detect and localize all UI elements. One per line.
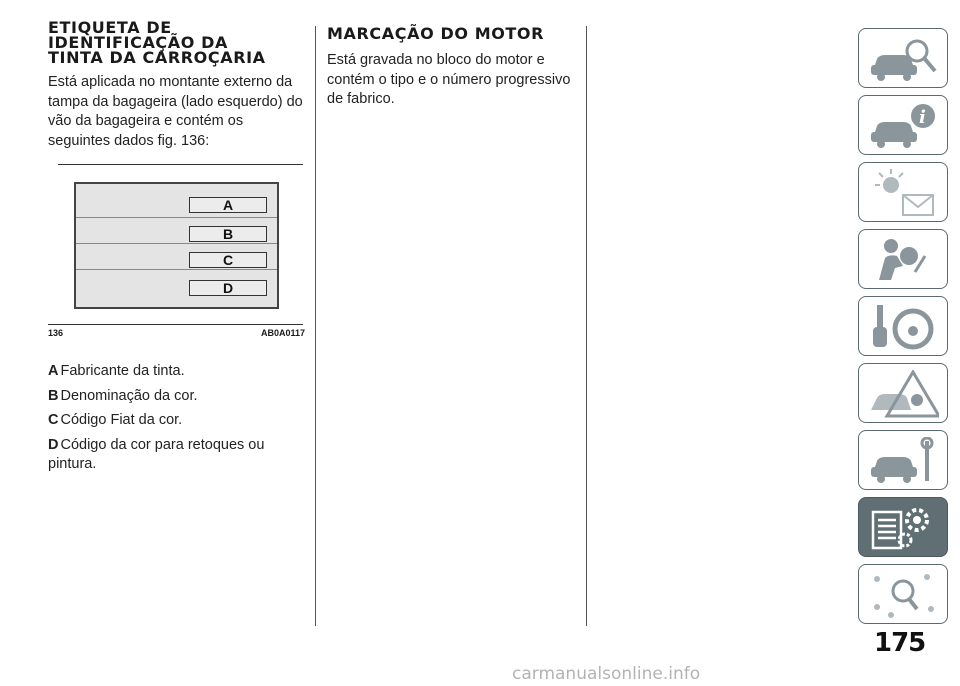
legend-text: Código da cor para retoques ou pintura.: [48, 436, 265, 472]
warning-light-message-icon: [869, 169, 939, 217]
key-steering-wheel-icon: [869, 303, 939, 351]
tab-technical-data[interactable]: [858, 497, 948, 557]
figure-label-b: B: [189, 226, 267, 242]
figure-bottom-rule: [48, 324, 303, 325]
technical-data-icon: [869, 504, 939, 552]
figure-top-rule: [58, 164, 303, 165]
legend-text: Código Fiat da cor.: [60, 412, 183, 428]
section-body-engine-marking: Está gravada no bloco do motor e contém o tipo e o número progressivo de fabrico.: [327, 52, 571, 107]
left-column: [48, 18, 306, 472]
legend-key: B: [48, 387, 59, 404]
section-body-paint-label: Está aplicada no montante externo da tampa da bagageira (lado esquerdo) do vão da bagageira e contém os seguintes dados fig. 136:: [48, 74, 303, 149]
column-divider: [586, 26, 587, 626]
tab-emergency[interactable]: [858, 363, 948, 423]
legend-item: [48, 436, 298, 475]
legend-key: C: [48, 412, 59, 428]
tab-warning-lights[interactable]: [858, 162, 948, 222]
right-column: [327, 26, 585, 110]
legend-text: Fabricante da tinta.: [60, 363, 185, 379]
column-divider: [315, 26, 316, 626]
figure-number: 136: [48, 328, 64, 338]
tab-car-search[interactable]: [858, 28, 948, 88]
legend-key: D: [48, 436, 59, 453]
index-search-icon: [869, 571, 939, 619]
road-emergency-icon: [869, 370, 939, 418]
watermark: carmanualsonline.info: [512, 664, 701, 684]
page-number: 175: [874, 628, 926, 658]
svg-text:i: i: [919, 107, 926, 128]
figure-legend: [48, 362, 298, 480]
section-heading-paint-label: ETIQUETA DE IDENTIFICAÇÃO DA TINTA DA CARROÇARIA: [48, 18, 266, 67]
tab-starting-driving[interactable]: [858, 296, 948, 356]
legend-item: [48, 411, 298, 431]
legend-item: [48, 362, 298, 382]
car-maintenance-icon: [869, 437, 939, 485]
figure-label-d: D: [189, 280, 267, 296]
figure-label-a: A: [189, 197, 267, 213]
car-info-icon: [869, 102, 939, 150]
figure-label-c: C: [189, 252, 267, 268]
legend-item: [48, 387, 298, 407]
legend-key: A: [48, 363, 59, 379]
paint-label-figure: [74, 182, 279, 309]
section-heading-engine-marking: MARCAÇÃO DO MOTOR: [327, 24, 545, 43]
tab-safety[interactable]: [858, 229, 948, 289]
car-search-icon: [869, 35, 939, 83]
tab-car-info[interactable]: [858, 95, 948, 155]
tab-index[interactable]: [858, 564, 948, 624]
airbag-safety-icon: [869, 236, 939, 284]
legend-text: Denominação da cor.: [60, 387, 198, 404]
figure-code: AB0A0117: [261, 328, 306, 338]
tab-maintenance[interactable]: [858, 430, 948, 490]
